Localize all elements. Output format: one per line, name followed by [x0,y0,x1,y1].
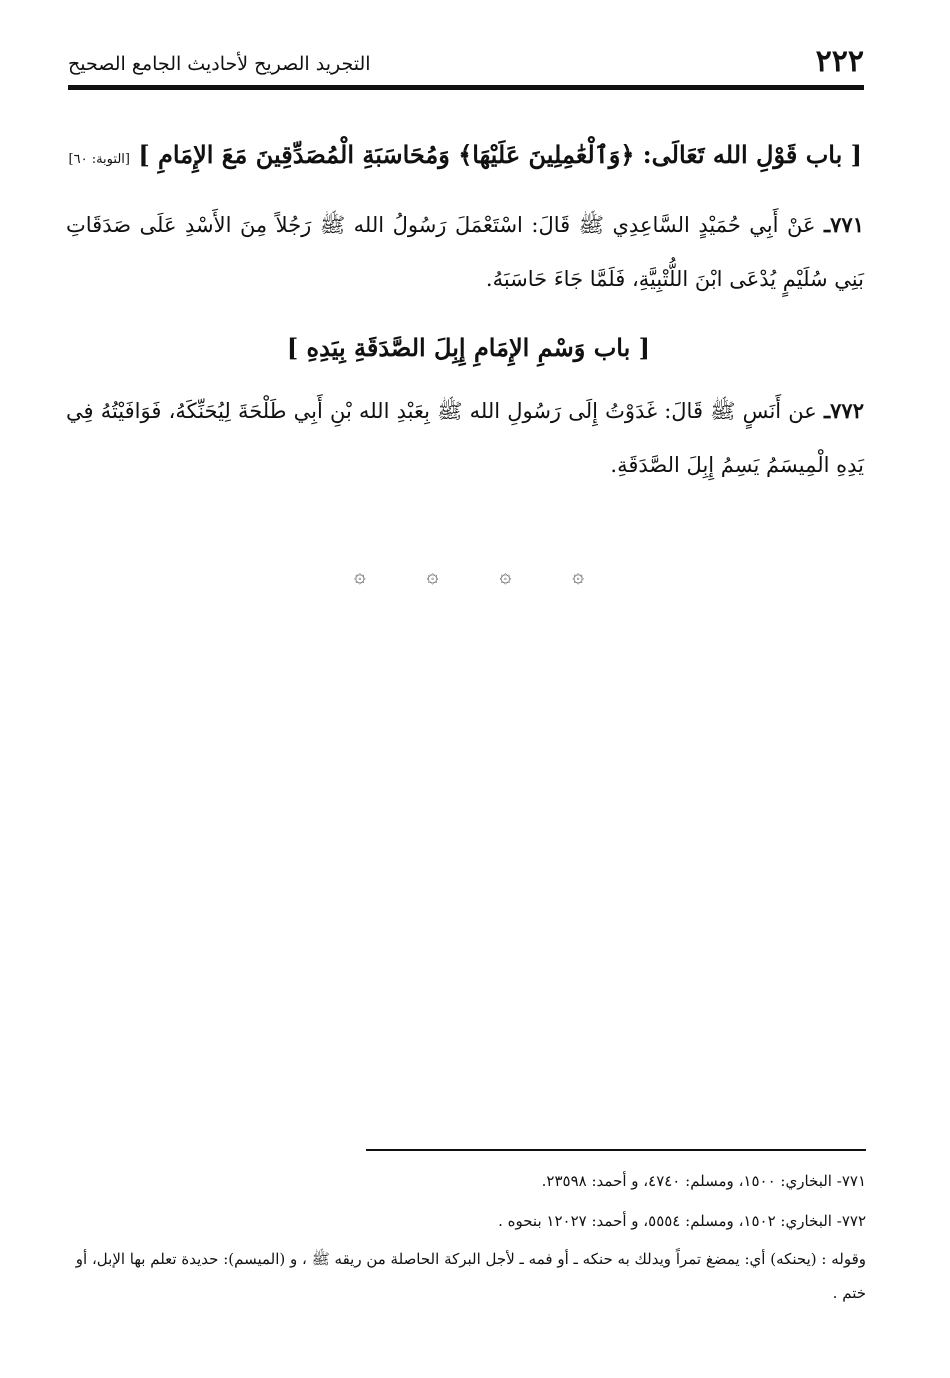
chapter-heading-1 [67,135,862,180]
quran-reference: [التوبة: ٦٠] [68,152,130,167]
chapter-heading-2 [250,328,650,368]
hadith-number-772: ٧٧٢ـ [823,398,864,423]
chapter-title-1: [ باب قَوْلِ الله تَعَالَى: ﴿وَٱلْعَٰمِلِينَ عَلَيْهَا﴾ وَمُحَاسَبَةِ الْمُصَدِّقِينَ مَعَ الإِمَامِ ] [138,140,862,169]
ornament-star-icon: ۞ [426,563,439,587]
ornament-star-icon: ۞ [572,563,584,587]
ornament-star-icon: ۞ [354,563,366,587]
hadith-text-771: عَنْ أَبِي حُمَيْدٍ السَّاعِدِي ﷺ قَالَ: اسْتَعْمَلَ رَسُولُ الله ﷺ رَجُلاً مِنَ الأَسْدِ عَلَى صَدَقَاتِ بَنِي سُلَيْمٍ يُدْعَى ابْنَ اللُّتْبِيَّةِ، فَلَمَّا جَاءَ حَاسَبَهُ. [66,213,864,291]
running-title: التجريد الصريح لأحاديث الجامع الصحيح [68,53,371,75]
hadith-text-772: عن أَنَسٍ ﷺ قَالَ: غَدَوْتُ إِلَى رَسُولِ الله ﷺ بِعَبْدِ الله بْنِ أَبِي طَلْحَةَ لِيُحَنِّكَهُ، فَوَافَيْتُهُ فِي يَدِهِ الْمِيسَمُ يَسِمُ إِبِلَ الصَّدَقَةِ. [66,399,864,477]
ornament-star-icon: ۞ [499,563,512,587]
footnote-772: ٧٧٢- البخاري: ١٥٠٢، ومسلم: ٥٥٥٤، و أحمد: ١٢٠٢٧ بنحوه . [498,1212,866,1230]
footnote-771: ٧٧١- البخاري: ١٥٠٠، ومسلم: ٤٧٤٠، و أحمد: ٢٣٥٩٨. [541,1172,866,1190]
hadith-number-771: ٧٧١ـ [824,212,864,237]
hadith-771 [66,198,864,306]
section-ornaments [354,560,584,590]
hadith-772 [66,384,864,492]
page-header [68,40,864,90]
header-rule [68,85,864,90]
page-number: ٢٢٢ [815,44,864,79]
chapter-title-2: [ باب وَسْمِ الإِمَامِ إِبِلَ الصَّدَقَةِ بِيَدِهِ ] [286,333,650,362]
footnote-note: وقوله : (يحنكه) أي: يمضغ تمراً ويدلك به حنكه ـ أو فمه ـ لأجل البركة الحاصلة من ريقه ﷺ ، و (الميسم): حديدة تعلم بها الإبل، أو ختم . [75,1250,866,1302]
footnote-rule [366,1149,866,1151]
